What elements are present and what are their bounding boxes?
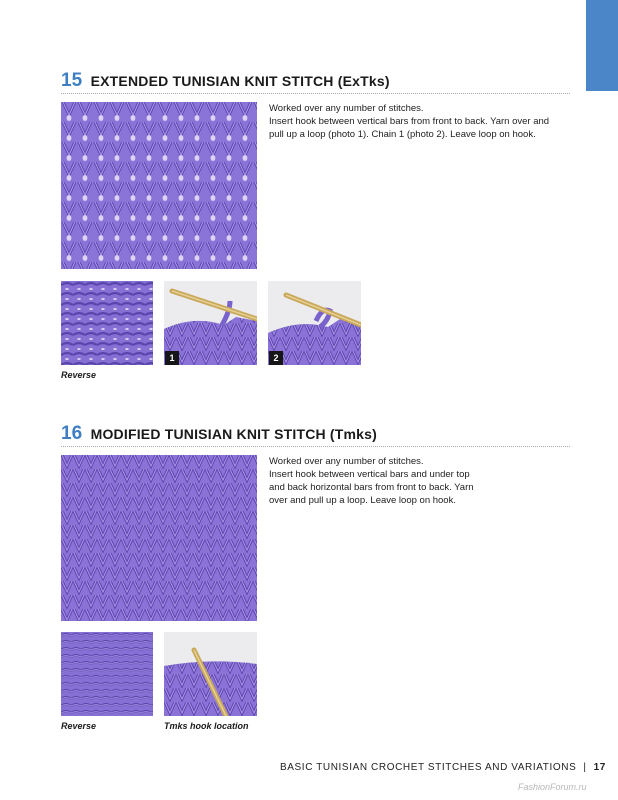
section-15-number: 15 <box>61 70 83 91</box>
section-15-instruction-line: Insert hook between vertical bars from front to back. Yarn over and pull up a loop (photo 1). Chain 1 (photo 2). Leave loop on hook. <box>269 116 550 140</box>
section-15-heading <box>61 70 390 92</box>
section-16-instructions <box>269 455 483 507</box>
footer-separator: | <box>583 762 587 773</box>
chapter-tab <box>586 0 618 91</box>
page-number: 17 <box>593 762 606 773</box>
photo-2-badge: 2 <box>269 351 283 365</box>
section-16-heading <box>61 423 377 445</box>
section-15-rule <box>61 93 570 94</box>
section-15-main-swatch-photo <box>61 102 257 269</box>
section-16-instruction-line: Insert hook between vertical bars and under top and back horizontal bars from front to back. Yarn over and pull up a loop. Leave loop on hook. <box>269 469 474 506</box>
section-16-reverse-caption: Reverse <box>61 721 97 731</box>
section-16-title: MODIFIED TUNISIAN KNIT STITCH (Tmks) <box>90 426 378 442</box>
section-16-reverse-photo <box>61 632 153 716</box>
section-15-title: EXTENDED TUNISIAN KNIT STITCH (ExTks) <box>90 73 390 89</box>
photo-1-badge: 1 <box>165 351 179 365</box>
watermark: FashionForum.ru <box>518 782 587 792</box>
section-16-hook-location-photo <box>164 632 257 716</box>
running-head: BASIC TUNISIAN CROCHET STITCHES AND VARIATIONS <box>280 762 577 773</box>
section-16-main-swatch-photo <box>61 455 257 621</box>
section-15-reverse-caption: Reverse <box>61 370 97 380</box>
section-16-rule <box>61 446 570 447</box>
section-15-instructions <box>269 102 559 141</box>
section-16-instruction-line: Worked over any number of stitches. <box>269 456 424 467</box>
section-15-reverse-photo <box>61 281 153 365</box>
section-15-instruction-line: Worked over any number of stitches. <box>269 103 424 114</box>
section-16-hook-caption: Tmks hook location <box>164 721 249 731</box>
page-footer <box>280 762 606 773</box>
section-16-number: 16 <box>61 423 83 444</box>
